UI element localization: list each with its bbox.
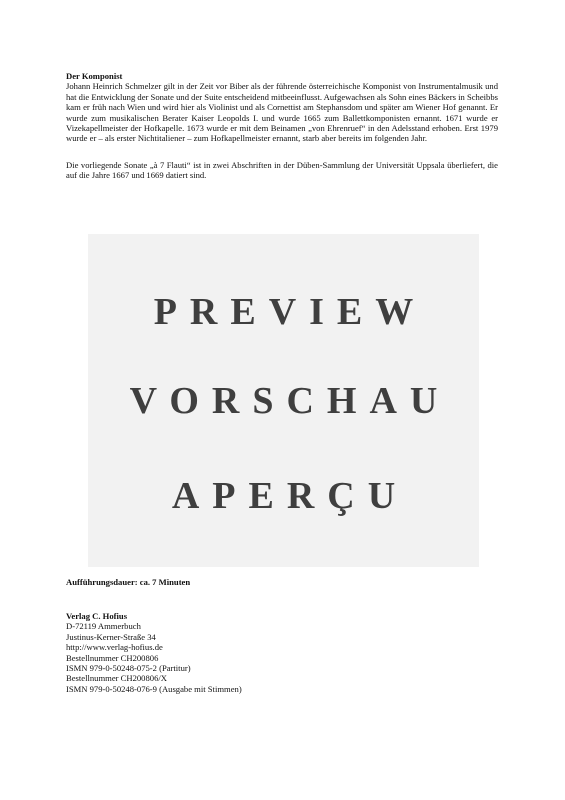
- ismn-parts: ISMN 979-0-50248-076-9 (Ausgabe mit Stimmen): [66, 683, 242, 694]
- preview-watermark-box: [88, 234, 479, 567]
- publisher-website: http://www.verlag-hofius.de: [66, 642, 163, 653]
- publisher-block: [66, 611, 498, 694]
- watermark-preview: PREVIEW: [153, 291, 427, 333]
- composer-section: [66, 71, 498, 144]
- sonata-section: [66, 160, 498, 181]
- sonata-note: Die vorliegende Sonate „à 7 Flauti“ ist in zwei Abschriften in der Düben-Sammlung der Universität Uppsala überliefert, die auf die Jahre 1667 und 1669 datiert sind.: [66, 160, 498, 181]
- composer-bio: Johann Heinrich Schmelzer gilt in der Zeit vor Biber als der führende österreichische Komponist von Instrumentalmusik und hat die Entwicklung der Sonate und der Suite entscheidend mitbeeinflusst. Aufgewachsen als Sohn eines Bäckers in Scheibbs kam er früh nach Wien und wird hier als Violinist und als Cornettist am Stephansdom und später am Wiener Hof genannt. Er wurde zum musikalischen Berater Kaiser Leopolds I. und wurde 1665 zum Ballettkomponisten ernannt. 1671 wurde er Vizekapellmeister der Hofkapelle. 1673 wurde er mit dem Beinamen „von Ehrenruef“ in den Adelsstand erhoben. Erst 1979 wurde er – als erster Nichtitaliener – zum Hofkapellmeister ernannt, starb aber bereits im folgenden Jahr.: [66, 81, 498, 144]
- publisher-address-street: Justinus-Kerner-Straße 34: [66, 631, 156, 642]
- publisher-name: Verlag C. Hofius: [66, 611, 128, 621]
- watermark-apercu: APERÇU: [171, 475, 409, 517]
- ismn-score: ISMN 979-0-50248-075-2 (Partitur): [66, 663, 191, 674]
- publisher-address-postal: D-72119 Ammerbuch: [66, 621, 141, 632]
- watermark-vorschau: VORSCHAU: [129, 380, 451, 422]
- order-number-score: Bestellnummer CH200806: [66, 652, 159, 663]
- performance-duration: Aufführungsdauer: ca. 7 Minuten: [66, 577, 191, 587]
- order-number-parts: Bestellnummer CH200806/X: [66, 673, 167, 684]
- composer-heading: Der Komponist: [66, 71, 123, 81]
